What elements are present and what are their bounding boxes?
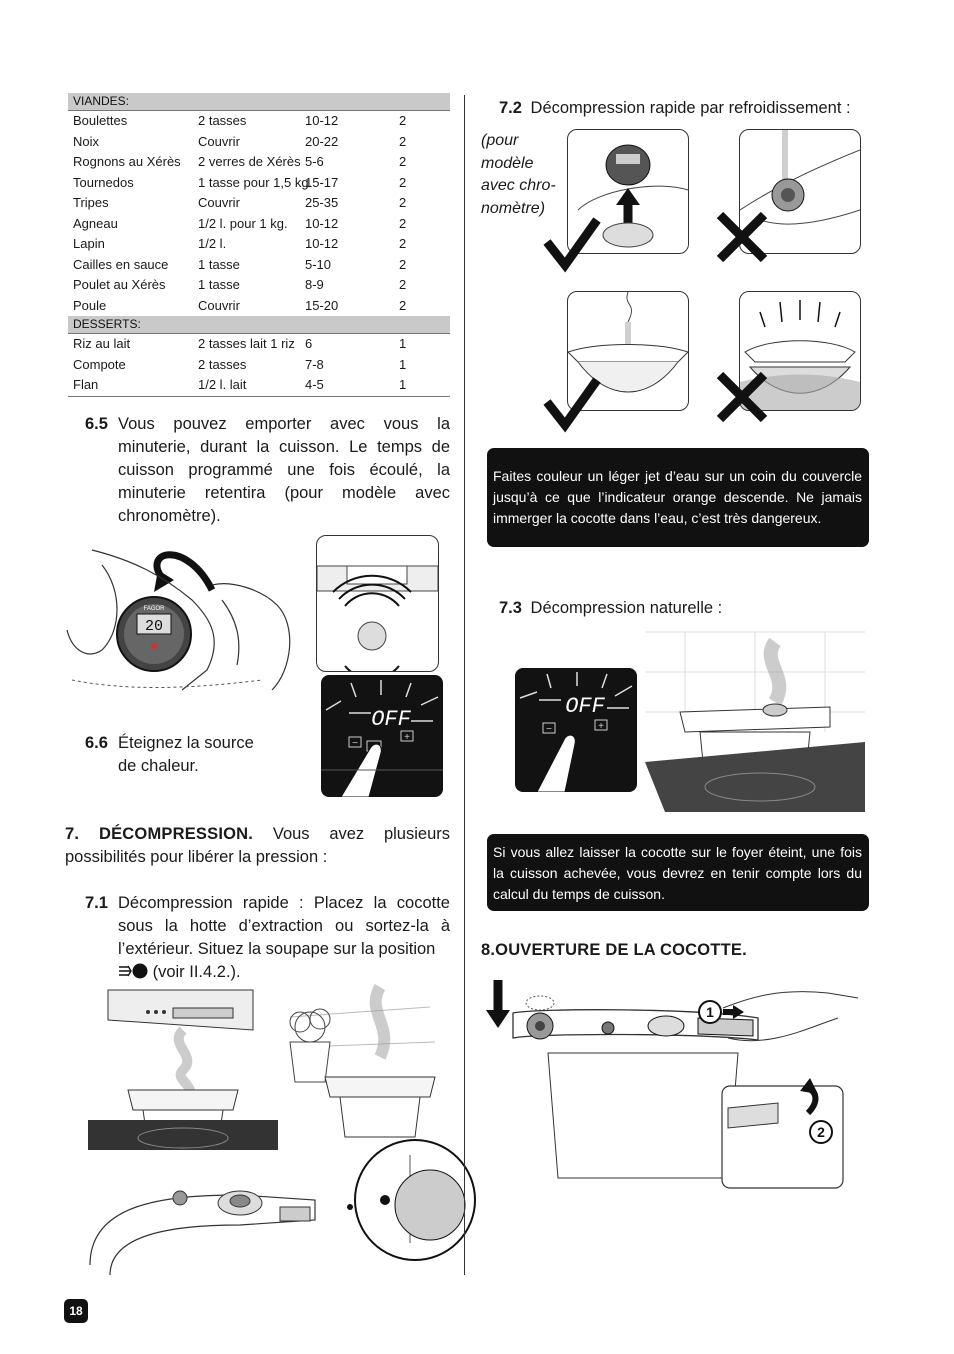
ring-level: 2: [399, 297, 407, 313]
cooking-minutes: 15-20: [305, 297, 339, 313]
dish-name: Agneau: [73, 215, 118, 231]
table-row: [68, 234, 450, 255]
liquid-quantity: 1 tasse: [198, 277, 240, 292]
ring-level: 2: [399, 236, 407, 251]
valve-position-line: (voir II.4.2.).: [118, 961, 241, 984]
liquid-quantity: 1 tasse: [198, 256, 240, 272]
cooking-time-table: [68, 93, 450, 397]
cooking-minutes: 10-12: [305, 236, 339, 251]
section-6-6-number: 6.6: [85, 734, 108, 752]
table-row: [68, 375, 450, 396]
svg-text:+: +: [404, 732, 410, 743]
dish-name: Flan: [73, 377, 99, 392]
liquid-quantity: 1/2 l. lait: [198, 377, 247, 392]
dish-name: Rognons au Xérès: [73, 154, 181, 169]
timer-brand: FAGOR: [143, 606, 165, 612]
liquid-quantity: Couvrir: [198, 133, 240, 149]
ring-level: 2: [399, 256, 407, 272]
cooling-warning-note: Faites couleur un léger jet d’eau sur un coin du couvercle jusqu’à ce que l’indicateur orange descende. Ne jamais immerger la cocotte dans l’eau, c’est très dangereux.: [487, 448, 869, 547]
section-7-number: 7.: [65, 825, 80, 843]
dish-name: Tripes: [73, 195, 109, 210]
cooking-minutes: 5-10: [305, 256, 332, 272]
timer-display: 20: [144, 618, 164, 635]
table-row: [68, 255, 450, 276]
cooking-minutes: 10-12: [305, 113, 339, 128]
dish-name: Poule: [73, 297, 107, 313]
liquid-quantity: 2 tasses: [198, 356, 247, 372]
table-section-header: VIANDES:: [68, 93, 450, 111]
dish-name: Compote: [73, 356, 126, 372]
dish-name: Boulettes: [73, 113, 128, 128]
ring-level: 1: [399, 377, 407, 392]
off-label-right: OFF: [565, 694, 605, 719]
outdoor-steam-illustration: [280, 987, 440, 1142]
column-divider: [464, 95, 465, 1275]
liquid-quantity: Couvrir: [198, 195, 240, 210]
section-7-2-model-note: (pour modèle avec chro- nomètre): [481, 132, 556, 217]
cooking-minutes: 15-17: [305, 174, 339, 190]
valve-steam-icon: [118, 963, 148, 979]
cooking-minutes: 25-35: [305, 195, 339, 210]
table-row: [68, 214, 450, 235]
hood-extraction-illustration: [88, 990, 278, 1150]
cross-icon-1: [717, 212, 767, 262]
ring-level: 2: [399, 154, 407, 169]
section-8-heading: 8.OUVERTURE DE LA COCOTTE.: [481, 941, 747, 959]
cooking-minutes: 20-22: [305, 133, 339, 149]
valve-position-closeup: [80, 1155, 450, 1285]
timer-in-hands-illustration: [62, 530, 302, 700]
step-1-marker: 1: [706, 1004, 714, 1020]
table-row: [68, 152, 450, 173]
svg-text:−: −: [352, 738, 358, 749]
table-row: [68, 355, 450, 376]
opening-cooker-illustration: [478, 978, 858, 1188]
liquid-quantity: 1/2 l.: [198, 236, 227, 251]
cooking-minutes: 4-5: [305, 377, 324, 392]
cooking-minutes: 10-12: [305, 215, 339, 231]
cross-icon-2: [717, 372, 767, 422]
section-7-title: DÉCOMPRESSION.: [98, 825, 254, 843]
table-row: [68, 132, 450, 153]
ring-level: 1: [399, 356, 407, 372]
svg-text:−: −: [546, 724, 552, 735]
ring-level: 2: [399, 195, 407, 210]
beeping-timer-panel: [316, 535, 439, 672]
natural-decompression-note: Si vous allez laisser la cocotte sur le foyer éteint, une fois la cuisson achevée, vous devrez en tenir compte lors du calcul du temps de cuisson.: [487, 834, 869, 911]
table-bottom-rule: [68, 396, 450, 397]
section-7-intro: [65, 823, 450, 869]
off-label-left: OFF: [371, 707, 411, 732]
dish-name: Poulet au Xérès: [73, 277, 166, 292]
section-7-1-number: 7.1: [85, 894, 108, 912]
table-row: [68, 334, 450, 355]
off-control-panel-right: [515, 668, 637, 792]
dish-name: Cailles en sauce: [73, 256, 169, 272]
dish-name: Riz au lait: [73, 336, 131, 351]
ring-level: 1: [399, 336, 407, 351]
page-number-badge: 18: [64, 1299, 88, 1323]
table-row: [68, 275, 450, 296]
section-7-text: Vous avez plusieurs possibilités pour libérer la pression :: [65, 825, 450, 866]
liquid-quantity: 1/2 l. pour 1 kg.: [198, 215, 288, 231]
section-6-6-text: Éteignez la source de chaleur.: [118, 734, 254, 775]
step-2-marker: 2: [817, 1124, 825, 1140]
natural-decompression-illustration: [645, 632, 865, 812]
section-6-5-number: 6.5: [85, 415, 108, 433]
cooking-minutes: 7-8: [305, 356, 324, 372]
ring-level: 2: [399, 133, 407, 149]
cooking-minutes: 6: [305, 336, 313, 351]
dish-name: Tournedos: [73, 174, 134, 190]
section-6-5-text: Vous pouvez emporter avec vous la minuterie, durant la cuisson. Le temps de cuisson programmé une fois écoulé, la minuterie retentira (pour modèle avec chronomètre).: [118, 415, 450, 525]
check-icon-1: [547, 220, 597, 270]
section-7-1-text: Décompression rapide : Placez la cocotte sous la hotte d’extraction ou sortez-la à l’extérieur. Situez la soupape sur la position: [118, 894, 450, 958]
check-icon-2: [547, 380, 597, 430]
cooking-minutes: 5-6: [305, 154, 324, 169]
section-7-3-heading: 7.3 Décompression naturelle :: [499, 599, 723, 617]
table-row: [68, 111, 450, 132]
svg-text:+: +: [598, 721, 604, 732]
liquid-quantity: 2 verres de Xérès: [198, 154, 301, 169]
ring-level: 2: [399, 215, 407, 231]
off-control-panel-left: [321, 675, 443, 797]
table-row: [68, 193, 450, 214]
ring-level: 2: [399, 174, 407, 190]
dish-name: Lapin: [73, 236, 105, 251]
table-section-header: DESSERTS:: [68, 316, 450, 334]
section-7-2-heading: 7.2 Décompression rapide par refroidissement :: [499, 99, 851, 117]
table-row: [68, 173, 450, 194]
ring-level: 2: [399, 113, 407, 128]
liquid-quantity: 1 tasse pour 1,5 kg.: [198, 174, 313, 190]
cooking-minutes: 8-9: [305, 277, 324, 292]
table-row: [68, 296, 450, 317]
ring-level: 2: [399, 277, 407, 292]
liquid-quantity: 2 tasses lait 1 riz: [198, 336, 295, 351]
dish-name: Noix: [73, 133, 100, 149]
liquid-quantity: 2 tasses: [198, 113, 247, 128]
liquid-quantity: Couvrir: [198, 297, 240, 313]
